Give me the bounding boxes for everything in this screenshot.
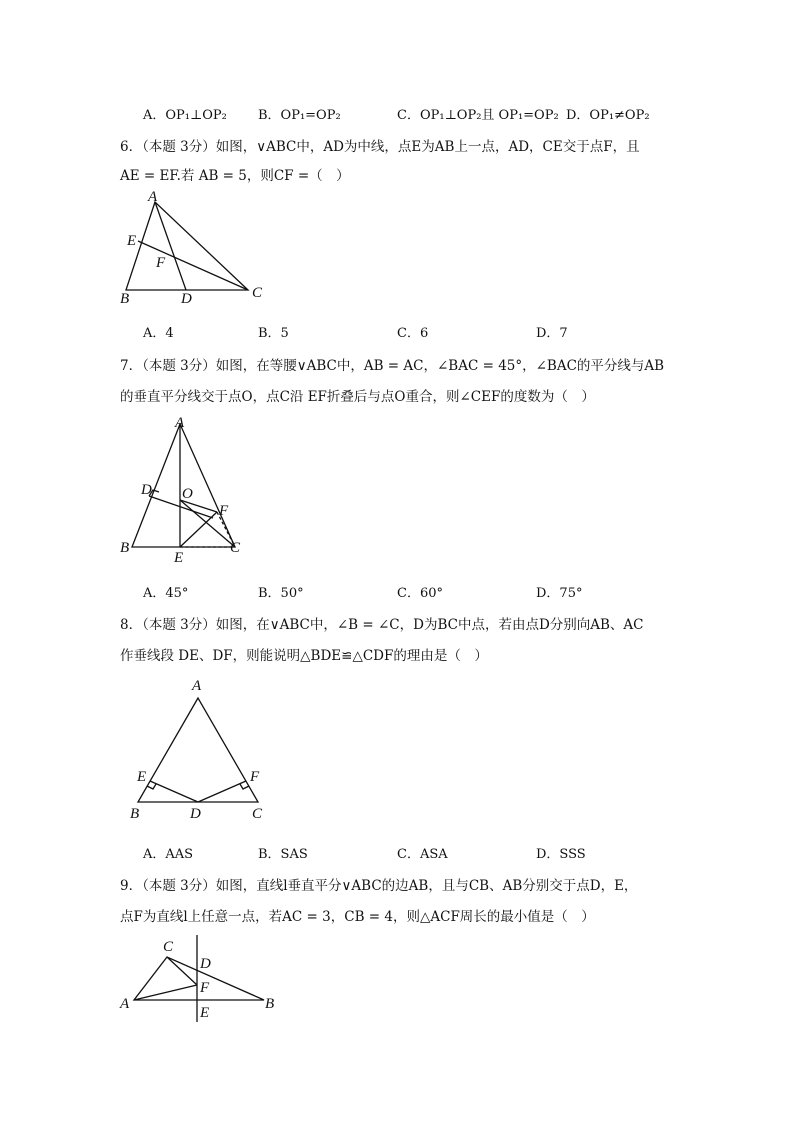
q9-label-e: E (200, 1005, 210, 1021)
q8-label-b: B (130, 806, 140, 822)
q7-segment-ef (180, 512, 217, 547)
q7-stem-line2: 的垂直平分线交于点O，点C沿 EF折叠后与点O重合，则∠CEF的度数为（ ） (120, 389, 595, 405)
q7-label-b: B (120, 540, 130, 556)
q7-label-a: A (175, 415, 185, 431)
q6-stem-line1: 6．（本题 3分）如图，∨ABC中，AD为中线，点E为AB上一点，AD，CE交于点F，且 (120, 139, 640, 155)
q6-label-b: B (120, 291, 130, 307)
q9-stem-line2: 点F为直线l上任意一点，若AC = 3，CB = 4，则△ACF周长的最小值是（ ） (120, 909, 595, 925)
q9-triangle-abc (134, 957, 264, 1000)
q8-label-f: F (250, 769, 260, 785)
q7-label-f: F (219, 503, 229, 519)
q8-label-c: C (252, 806, 263, 822)
q8-figure (110, 670, 280, 830)
q7-option-c[interactable]: C．60° (397, 586, 443, 601)
q7-figure (110, 412, 260, 567)
q9-label-f: F (200, 980, 210, 996)
q7-stem-line1: 7．（本题 3分）如图，在等腰∨ABC中，AB = AC，∠BAC = 45°，∠BAC的平分线与AB (120, 358, 665, 374)
q8-label-d: D (190, 806, 201, 822)
q9-label-c: C (163, 939, 174, 955)
q7-option-d[interactable]: D．75° (536, 586, 583, 601)
q9-figure (110, 930, 290, 1030)
q7-option-b[interactable]: B．50° (258, 586, 304, 601)
q6-segment-ce (138, 241, 248, 290)
q5-option-b[interactable]: B．OP₁=OP₂ (258, 108, 341, 123)
q6-option-d[interactable]: D．7 (536, 326, 568, 341)
q8-stem-line2: 作垂线段 DE、DF，则能说明△BDE≌△CDF的理由是（ ） (120, 648, 488, 664)
q7-label-o: O (182, 486, 193, 502)
q9-stem-line1: 9．（本题 3分）如图，直线l垂直平分∨ABC的边AB，且与CB、AB分别交于点D，E， (120, 878, 638, 894)
q6-option-b[interactable]: B．5 (258, 326, 289, 341)
q6-label-f: F (156, 255, 166, 271)
q6-stem-line2: AE = EF.若 AB = 5，则CF =（ ） (120, 168, 350, 184)
q9-segment-cf (167, 957, 197, 985)
q9-label-b: B (265, 996, 275, 1012)
q8-label-e: E (137, 769, 147, 785)
q7-label-c: C (230, 540, 241, 556)
q7-label-e: E (174, 550, 184, 566)
q6-label-c: C (252, 285, 263, 301)
q9-label-a: A (120, 996, 130, 1012)
q7-label-d: D (141, 482, 152, 498)
q5-option-a[interactable]: A．OP₁⊥OP₂ (143, 108, 227, 123)
q8-option-d[interactable]: D．SSS (536, 847, 586, 862)
q7-option-a[interactable]: A．45° (143, 586, 189, 601)
q5-option-c[interactable]: C．OP₁⊥OP₂且 OP₁=OP₂ (397, 108, 559, 123)
q6-triangle-abc (126, 202, 248, 290)
q9-label-d: D (200, 956, 211, 972)
q8-triangle-abc (138, 698, 258, 802)
q6-median-ad (155, 202, 186, 290)
q6-figure (110, 190, 270, 310)
q8-segment-df (198, 781, 246, 802)
q5-option-d[interactable]: D．OP₁≠OP₂ (566, 108, 650, 123)
q6-label-a: A (148, 190, 158, 205)
q8-option-c[interactable]: C．ASA (397, 847, 448, 862)
q6-option-c[interactable]: C．6 (397, 326, 429, 341)
q8-segment-de (150, 781, 198, 802)
q6-label-d: D (181, 291, 192, 307)
q8-stem-line1: 8．（本题 3分）如图，在∨ABC中，∠B = ∠C，D为BC中点，若由点D分别向AB、AC (120, 617, 644, 633)
q8-option-b[interactable]: B．SAS (258, 847, 308, 862)
q8-label-a: A (192, 678, 202, 694)
q6-label-e: E (127, 233, 137, 249)
q8-option-a[interactable]: A．AAS (143, 847, 194, 862)
q6-option-a[interactable]: A．4 (143, 326, 174, 341)
